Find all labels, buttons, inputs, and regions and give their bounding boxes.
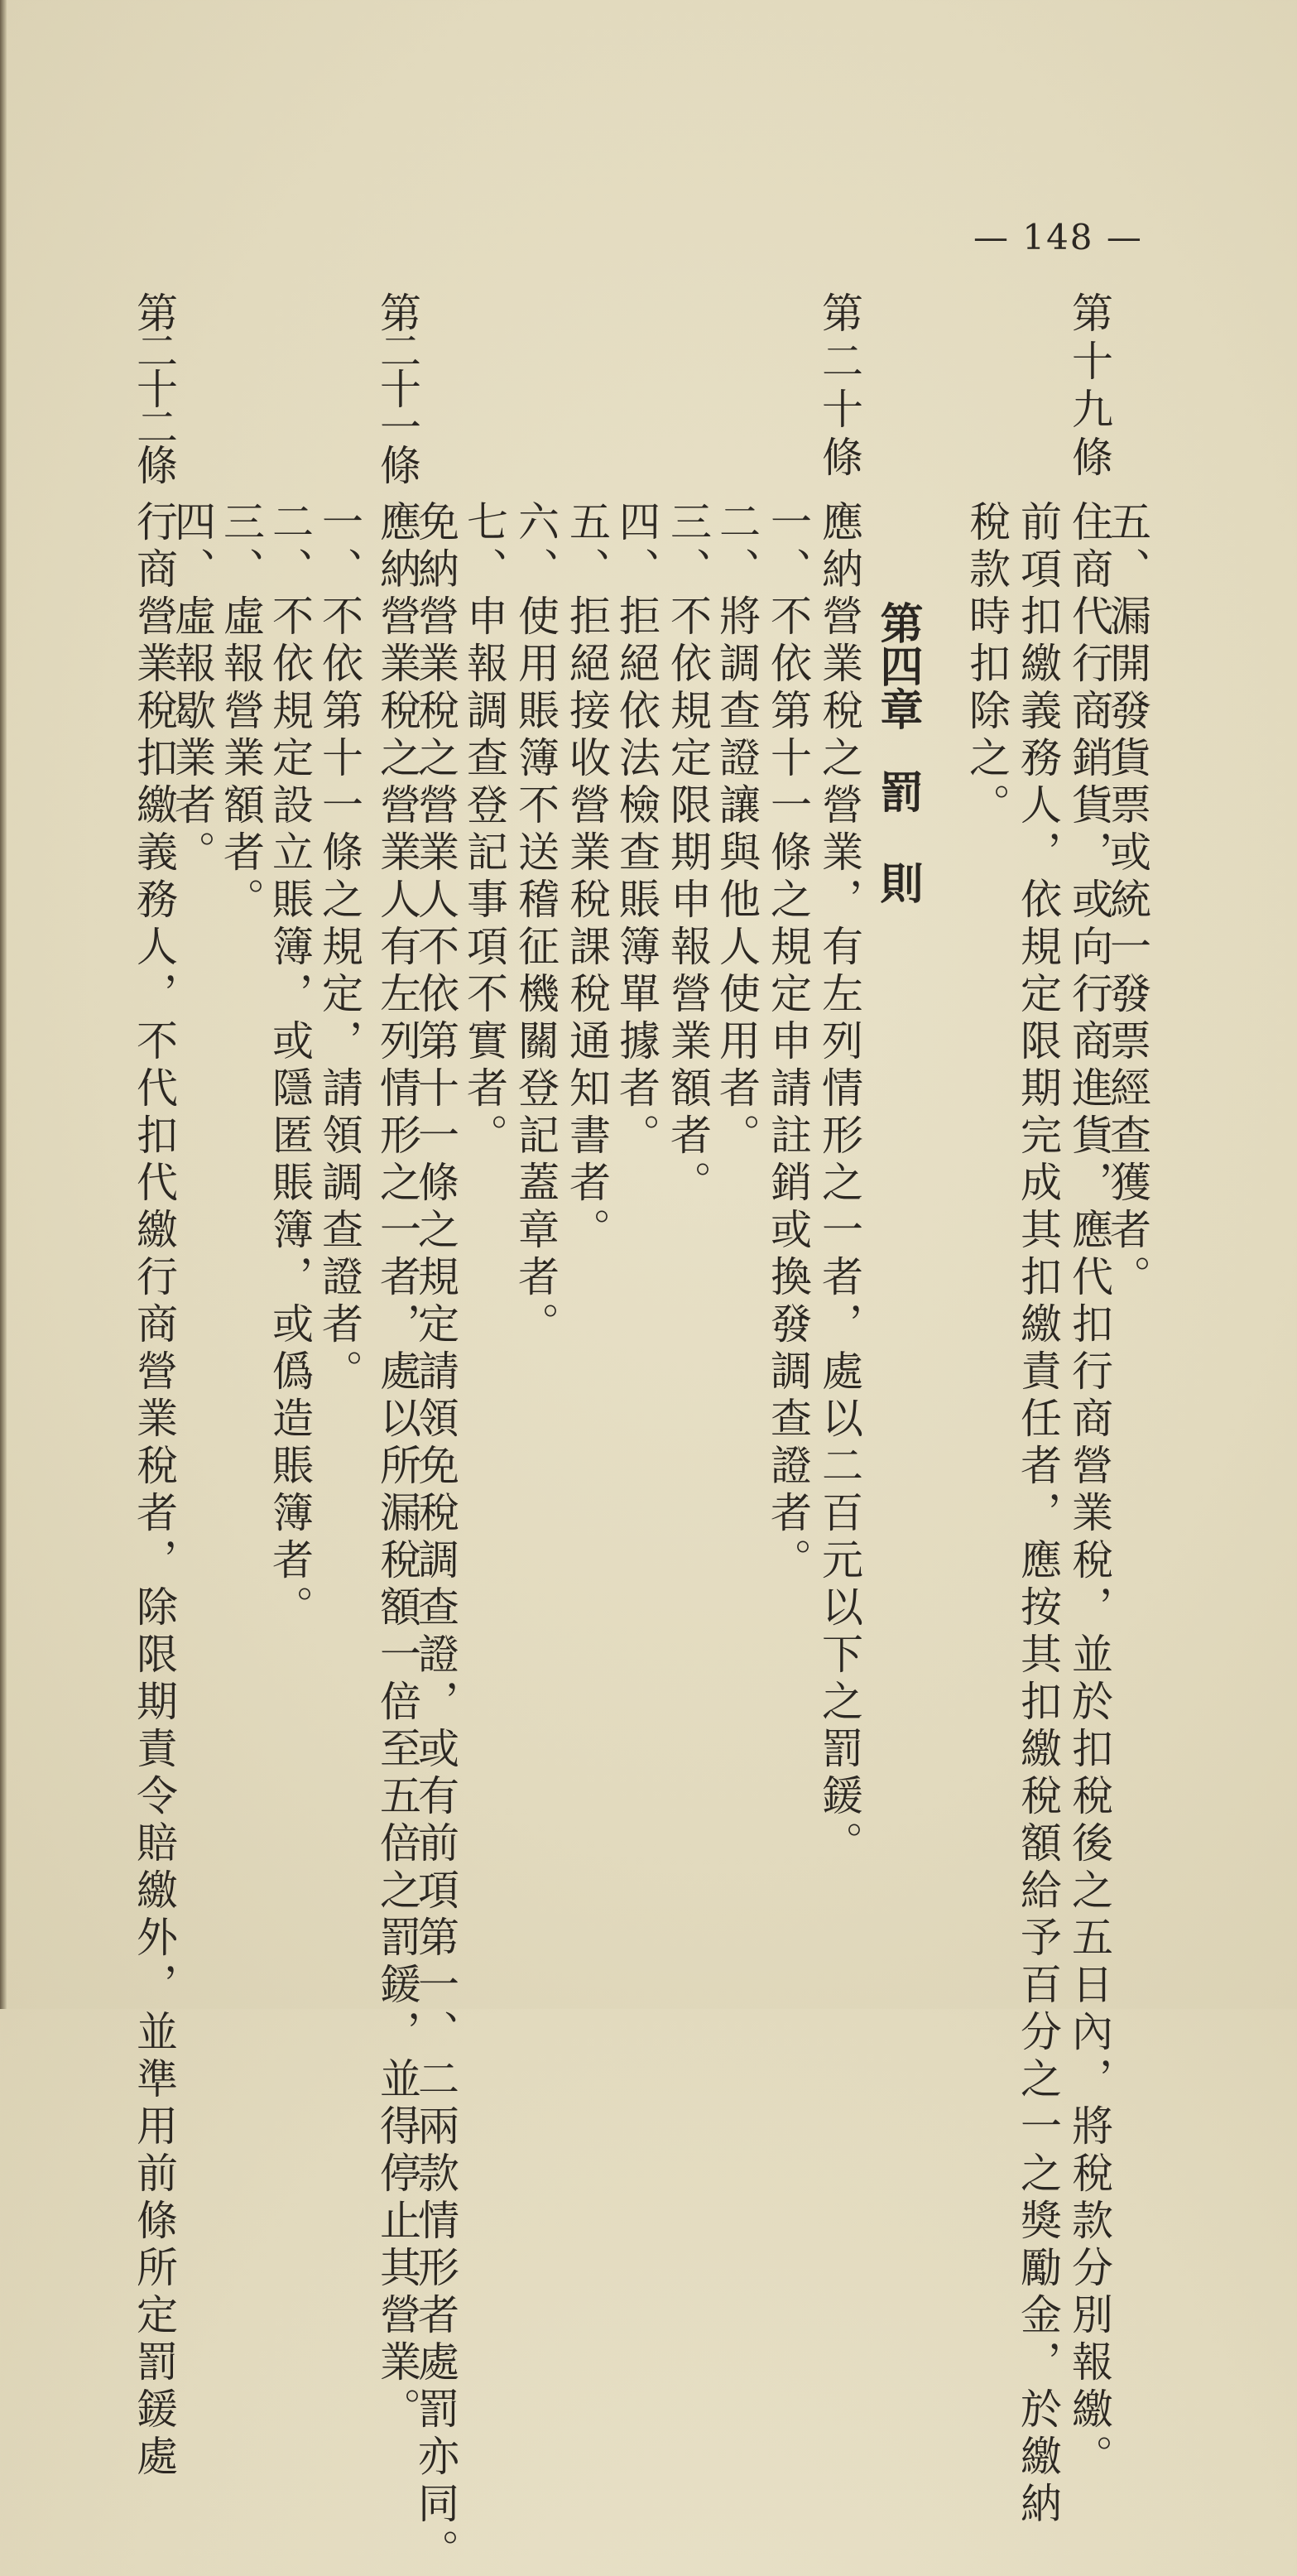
article-20-item: 三、不依規定限期申報營業額者。 <box>664 500 712 1208</box>
article-20-item: 七、申報調查登記事項不實者。 <box>460 500 508 1161</box>
article-22-label: 第二十二條 <box>130 291 178 482</box>
article-19-prev-item: 五、漏開發貨票或統一發票經查獲者。 <box>1103 500 1151 1302</box>
article-19-line-3: 稅款時扣除之。 <box>963 500 1011 830</box>
article-21-label: 第二十一條 <box>373 291 421 482</box>
page-number: — 148 — <box>973 217 1143 257</box>
article-20-item: 五、拒絕接收營業稅課稅通知書者。 <box>563 500 611 1255</box>
article-20-label: 第二十條 <box>815 291 863 483</box>
article-20-text: 應納營業稅之營業，有左列情形之一者，處以二百元以下之罰鍰。 <box>815 500 863 1868</box>
article-19-line-1: 住商代行商銷貨，或向行商進貨，應代扣行商營業稅，並於扣稅後之五日內，將稅款分別報繳。 <box>1065 500 1113 2482</box>
chapter-number: 第四章 <box>872 601 922 730</box>
article-20-item: 四、拒絕依法檢查賬簿單據者。 <box>612 500 661 1161</box>
article-19-label: 第十九條 <box>1065 291 1113 483</box>
article-21-item: 三、虛報營業額者。 <box>217 500 265 925</box>
article-20-tail: 免納營業稅之營業人不依第十一條之規定請領免稅調查證，或有前項第一、二兩款情形者處罰亦同。 <box>411 500 459 2576</box>
article-20-item: 二、將調查證讓與他人使用者。 <box>713 500 761 1161</box>
article-21-item: 一、不依第十一條之規定，請領調查證者。 <box>315 500 363 1396</box>
article-20-item: 六、使用賬簿不送稽征機關登記蓋章者。 <box>512 500 560 1349</box>
article-21-text: 應納營業稅之營業人有左列情形之一者，處以所漏稅額一倍至五倍之罰鍰，並得停止其營業。 <box>373 500 421 2434</box>
article-21-item: 四、虛報歇業者。 <box>168 500 216 877</box>
article-20-item: 一、不依第十一條之規定申請註銷或換發調查證者。 <box>764 500 812 1585</box>
article-21-item: 二、不依規定設立賬簿，或隱匿賬簿，或僞造賬簿者。 <box>266 500 314 1632</box>
chapter-title-a: 罰 <box>872 770 922 813</box>
article-19-line-2: 前項扣繳義務人，依規定限期完成其扣繳責任者，應按其扣繳稅額給予百分之一之獎勵金，於繳納 <box>1014 500 1062 2529</box>
article-22-text: 行商營業稅扣繳義務人，不代扣代繳行商營業稅者，除限期責令賠繳外，並準用前條所定罰鍰處 <box>130 500 178 2482</box>
page-binding-edge <box>0 0 7 2009</box>
chapter-title-b: 則 <box>872 861 922 904</box>
